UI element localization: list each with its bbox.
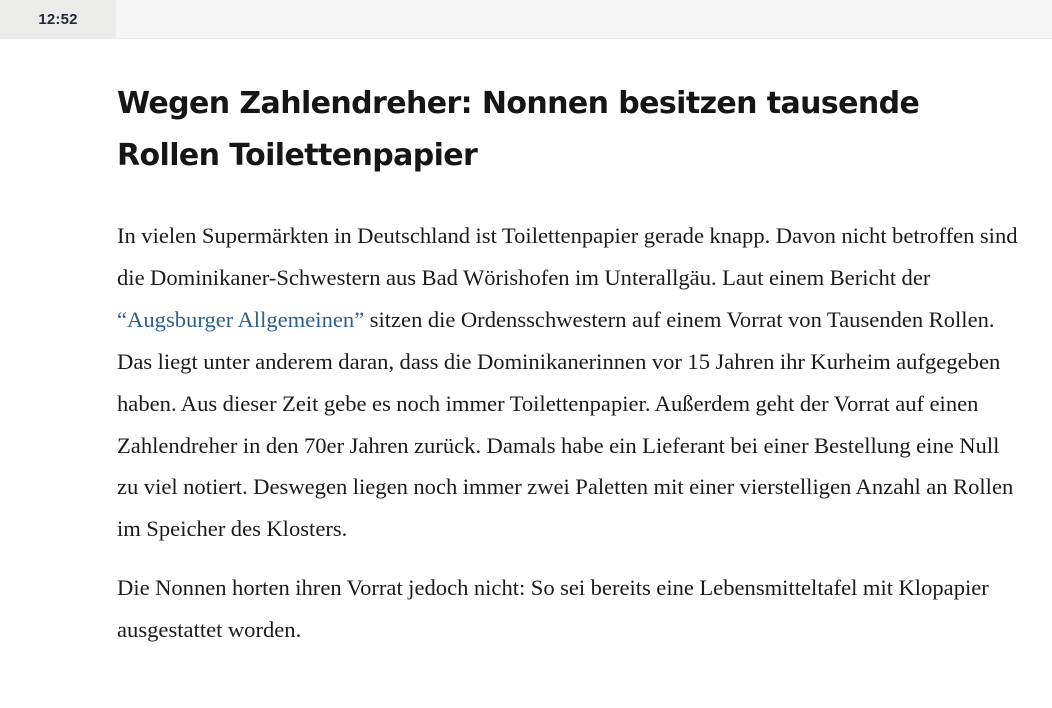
article-paragraph-2: Die Nonnen horten ihren Vorrat jedoch nicht: So sei bereits eine Lebensmitteltafel mit Klopapier ausgestattet worden. — [117, 575, 989, 643]
article-paragraph-1 — [117, 215, 1022, 550]
paragraph-1-text-start: In vielen Supermärkten in Deutschland ist Toilettenpapier gerade knapp. Davon nicht betroffen sind die Dominikaner-Schwestern aus Bad Wörishofen im Unterallgäu. Laut einem Bericht der — [117, 223, 1018, 290]
article-body — [117, 78, 1022, 651]
paragraph-1-text-end: sitzen die Ordensschwestern auf einem Vorrat von Tausenden Rollen. Das liegt unter anderem daran, dass die Dominikanerinnen vor 15 Jahren ihr Kurheim aufgegeben haben. Aus dieser Zeit gebe es noch immer Toilettenpapier. Außerdem geht der Vorrat auf einen Zahlendreher in den 70er Jahren zurück. Damals habe ein Lieferant bei einer Bestellung eine Null zu viel notiert. Deswegen liegen noch immer zwei Paletten mit einer vierstelligen Anzahl an Rollen im Speicher des Klosters. — [117, 306, 1014, 542]
clock-time: 12:52 — [0, 0, 116, 38]
augsburger-allgemeinen-link[interactable]: “Augsburger Allgemeinen” — [117, 306, 365, 332]
top-status-bar — [0, 0, 1052, 39]
article-headline: Wegen Zahlendreher: Nonnen besitzen tausende Rollen Toilettenpapier — [117, 86, 920, 173]
